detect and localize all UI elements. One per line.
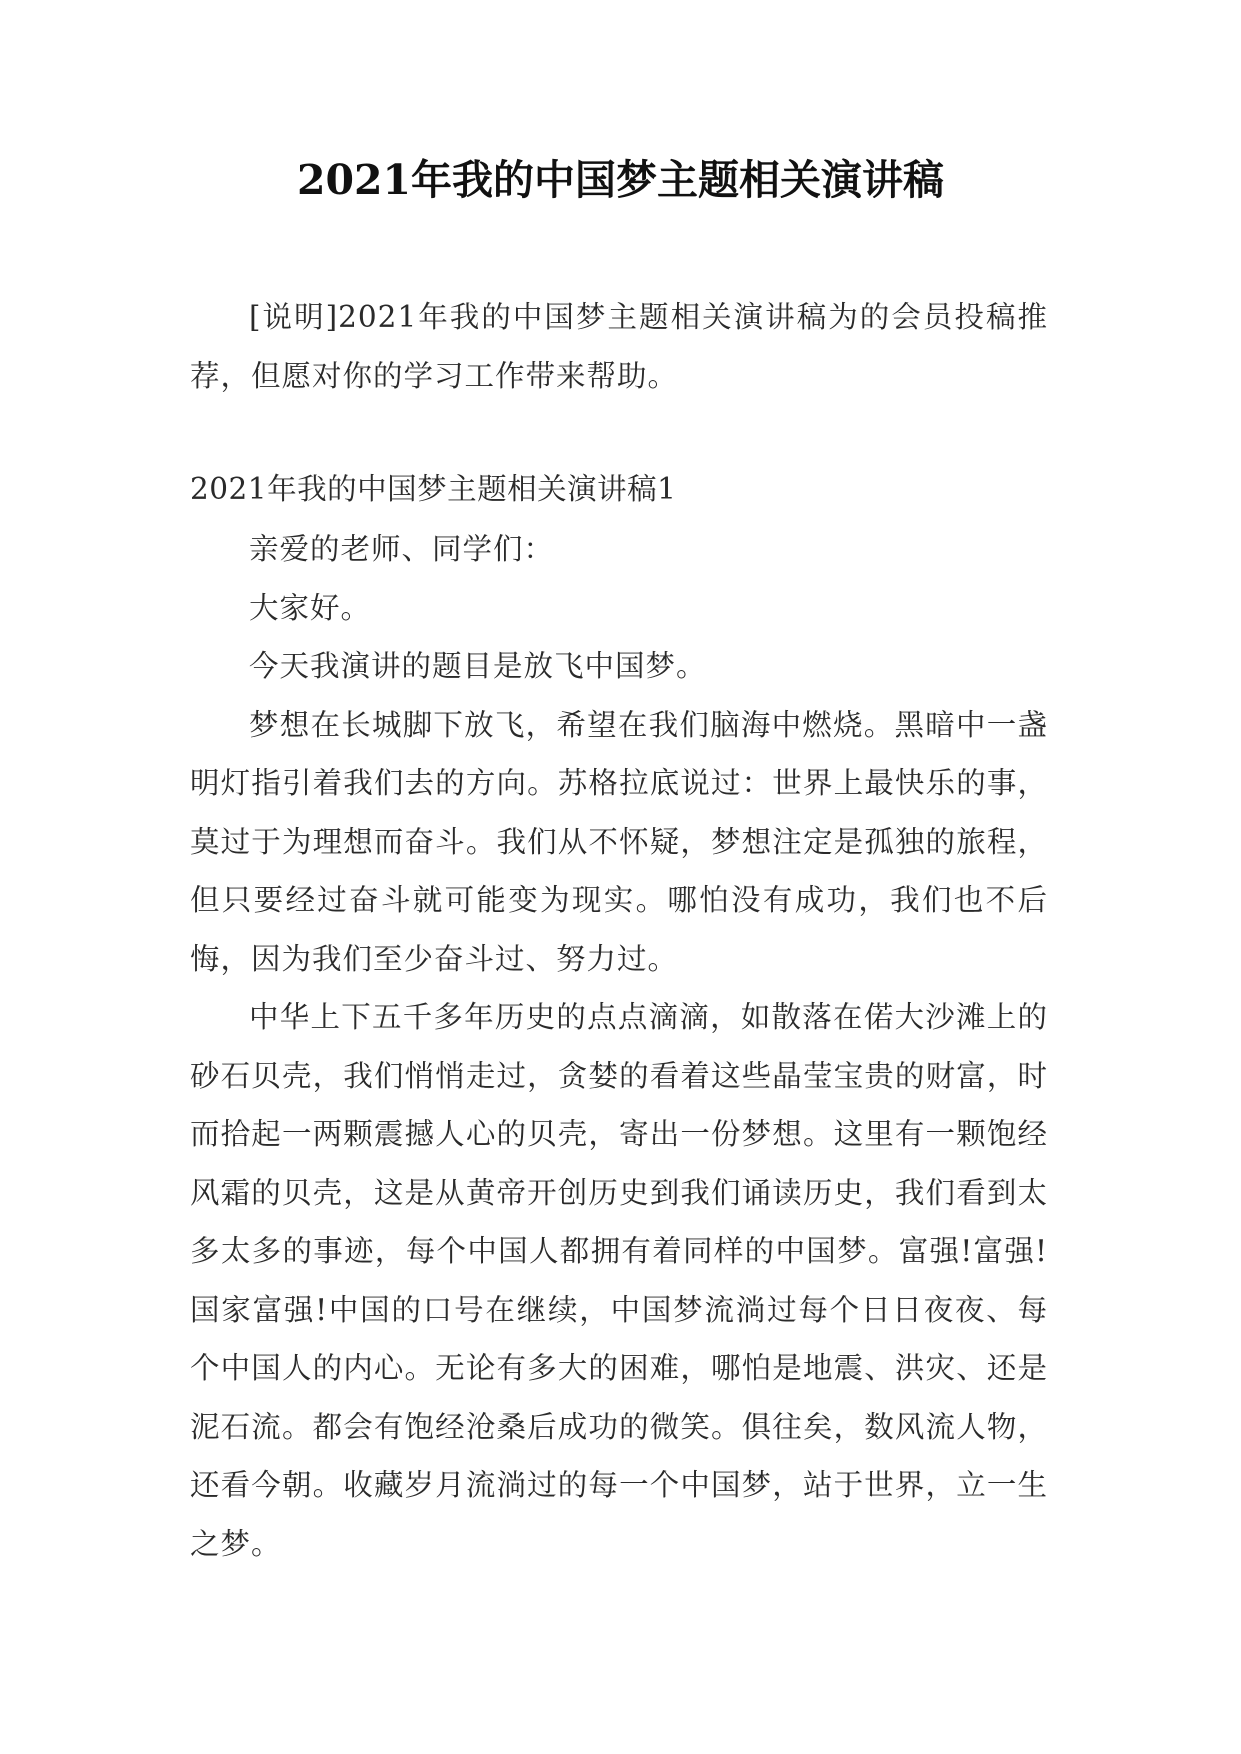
intro-paragraph: [说明]2021年我的中国梦主题相关演讲稿为的会员投稿推荐，但愿对你的学习工作带来帮助。 [190, 300, 1048, 393]
paragraph-greeting: 大家好。 [249, 590, 372, 625]
paragraph-dream: 梦想在长城脚下放飞，希望在我们脑海中燃烧。黑暗中一盏明灯指引着我们去的方向。苏格拉底说过：世界上最快乐的事，莫过于为理想而奋斗。我们从不怀疑，梦想注定是孤独的旅程，但只要经过奋斗就可能变为现实。哪怕没有成功，我们也不后悔，因为我们至少奋斗过、努力过。 [190, 707, 1048, 976]
paragraph-salutation: 亲爱的老师、同学们： [249, 532, 555, 566]
document-title: 2021年我的中国梦主题相关演讲稿 [296, 156, 945, 204]
speech-body [190, 520, 1048, 1573]
paragraph-history: 中华上下五千多年历史的点点滴滴，如散落在偌大沙滩上的砂石贝壳，我们悄悄走过，贪婪的看着这些晶莹宝贵的财富，时而拾起一两颗震撼人心的贝壳，寄出一份梦想。这里有一颗饱经风霜的贝壳，这是从黄帝开创历史到我们诵读历史，我们看到太多太多的事迹，每个中国人都拥有着同样的中国梦。富强!富强!国家富强!中国的口号在继续，中国梦流淌过每个日日夜夜、每个中国人的内心。无论有多大的困难，哪怕是地震、洪灾、还是泥石流。都会有饱经沧桑后成功的微笑。俱往矣，数风流人物，还看今朝。收藏岁月流淌过的每一个中国梦，站于世界，立一生之梦。 [190, 1000, 1048, 1561]
section-heading: 2021年我的中国梦主题相关演讲稿1 [190, 472, 677, 506]
paragraph-topic: 今天我演讲的题目是放飞中国梦。 [249, 649, 707, 683]
